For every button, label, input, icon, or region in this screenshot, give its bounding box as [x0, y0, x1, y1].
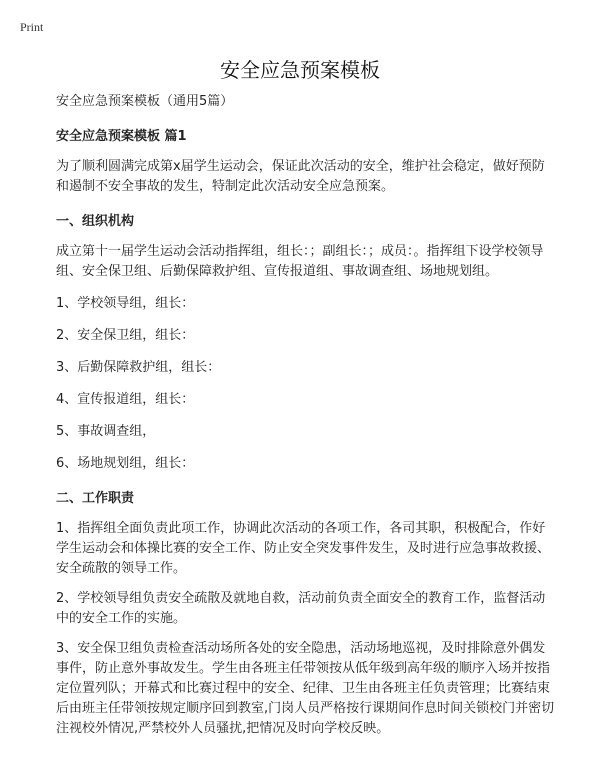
document-body: [56, 92, 556, 739]
duty-paragraph: 3、安全保卫组负责检查活动场所各处的安全隐患，活动场地巡视，及时排除意外偶发事件，防止意外事故发生。学生由各班主任带领按从低年级到高年级的顺序入场并按指定位置列队；开幕式和比赛过程中的安全、纪律、卫生由各班主任负责管理；比赛结束后由班主任带领按规定顺序回到教室,门岗人员严格按行课期间作息时间关锁校门并密切注视校外情况,严禁校外人员骚扰,把情况及时向学校反映。: [56, 641, 555, 736]
chapter-heading: 安全应急预案模板 篇1: [56, 129, 187, 144]
print-label: Print: [20, 20, 44, 34]
list-item: 4、宣传报道组，组长：: [56, 392, 195, 407]
document-subtitle: 安全应急预案模板（通用5篇）: [56, 94, 234, 109]
duty-paragraph: 1、指挥组全面负责此项工作，协调此次活动的各项工作，各司其职，积极配合，作好学生运动会和体操比赛的安全工作、防止安全突发事件发生，及时进行应急事故救援、安全疏散的领导工作。: [56, 521, 551, 576]
organization-paragraph: 成立第十一届学生运动会活动指挥组，组长：；副组长：；成员：。指挥组下设学校领导组、安全保卫组、后勤保障救护组、宣传报道组、事故调查组、场地规划组。: [56, 244, 544, 279]
document-title: 安全应急预案模板: [220, 58, 380, 82]
list-item: 3、后勤保障救护组，组长：: [56, 360, 221, 375]
list-item: 6、场地规划组，组长：: [56, 456, 195, 471]
duty-paragraph: 2、学校领导组负责安全疏散及就地自救，活动前负责全面安全的教育工作，监督活动中的安全工作的实施。: [56, 591, 546, 626]
list-item: 2、安全保卫组，组长：: [56, 328, 195, 343]
intro-paragraph: 为了顺利圆满完成第x届学生运动会，保证此次活动的安全，维护社会稳定，做好预防和遏制不安全事故的发生，特制定此次活动安全应急预案。: [56, 159, 545, 194]
list-item: 1、学校领导组，组长：: [56, 296, 195, 311]
list-item: 5、事故调查组，: [56, 424, 156, 439]
section-heading-organization: 一、组织机构: [56, 214, 135, 229]
section-heading-duties: 二、工作职责: [56, 491, 135, 506]
